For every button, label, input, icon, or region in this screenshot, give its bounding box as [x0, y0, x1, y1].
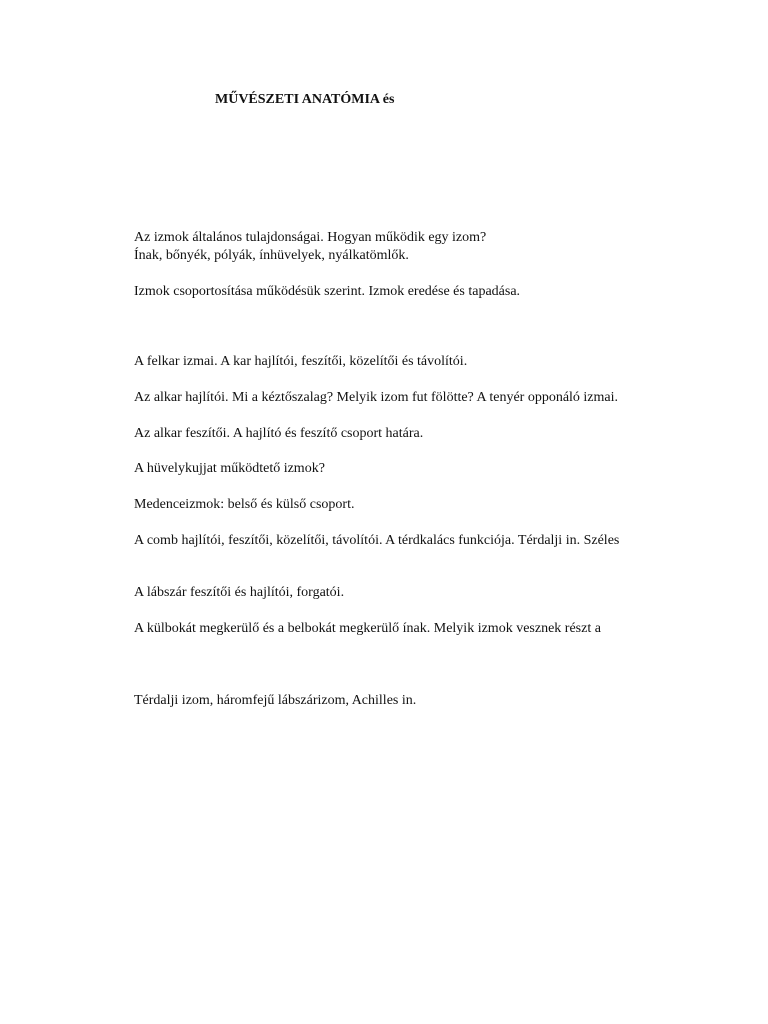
text-line: A külbokát megkerülő és a belbokát megkerülő ínak. Melyik izmok vesznek részt a [134, 621, 601, 636]
text-line: Izmok csoportosítása működésük szerint. Izmok eredése és tapadása. [134, 284, 521, 299]
text-line: Térdalji izom, háromfejű lábszárizom, Achilles in. [134, 693, 417, 708]
document-title: MŰVÉSZETI ANATÓMIA és [215, 92, 395, 107]
text-line: Az izmok általános tulajdonságai. Hogyan működik egy izom? [134, 230, 487, 245]
text-line: Medenceizmok: belső és külső csoport. [134, 497, 355, 512]
text-line: A hüvelykujjat működtető izmok? [134, 461, 325, 476]
text-line: A felkar izmai. A kar hajlítói, feszítői, közelítői és távolítói. [134, 354, 468, 369]
text-line: A comb hajlítói, feszítői, közelítői, távolítói. A térdkalács funkciója. Térdalji in. Széles [134, 533, 620, 548]
text-line: Az alkar hajlítói. Mi a kéztőszalag? Melyik izom fut fölötte? A tenyér opponáló izmai. [134, 390, 619, 405]
text-line: Ínak, bőnyék, pólyák, ínhüvelyek, nyálkatömlők. [134, 248, 409, 263]
text-line: Az alkar feszítői. A hajlító és feszítő csoport határa. [134, 426, 424, 441]
text-line: A lábszár feszítői és hajlítói, forgatói. [134, 585, 345, 600]
